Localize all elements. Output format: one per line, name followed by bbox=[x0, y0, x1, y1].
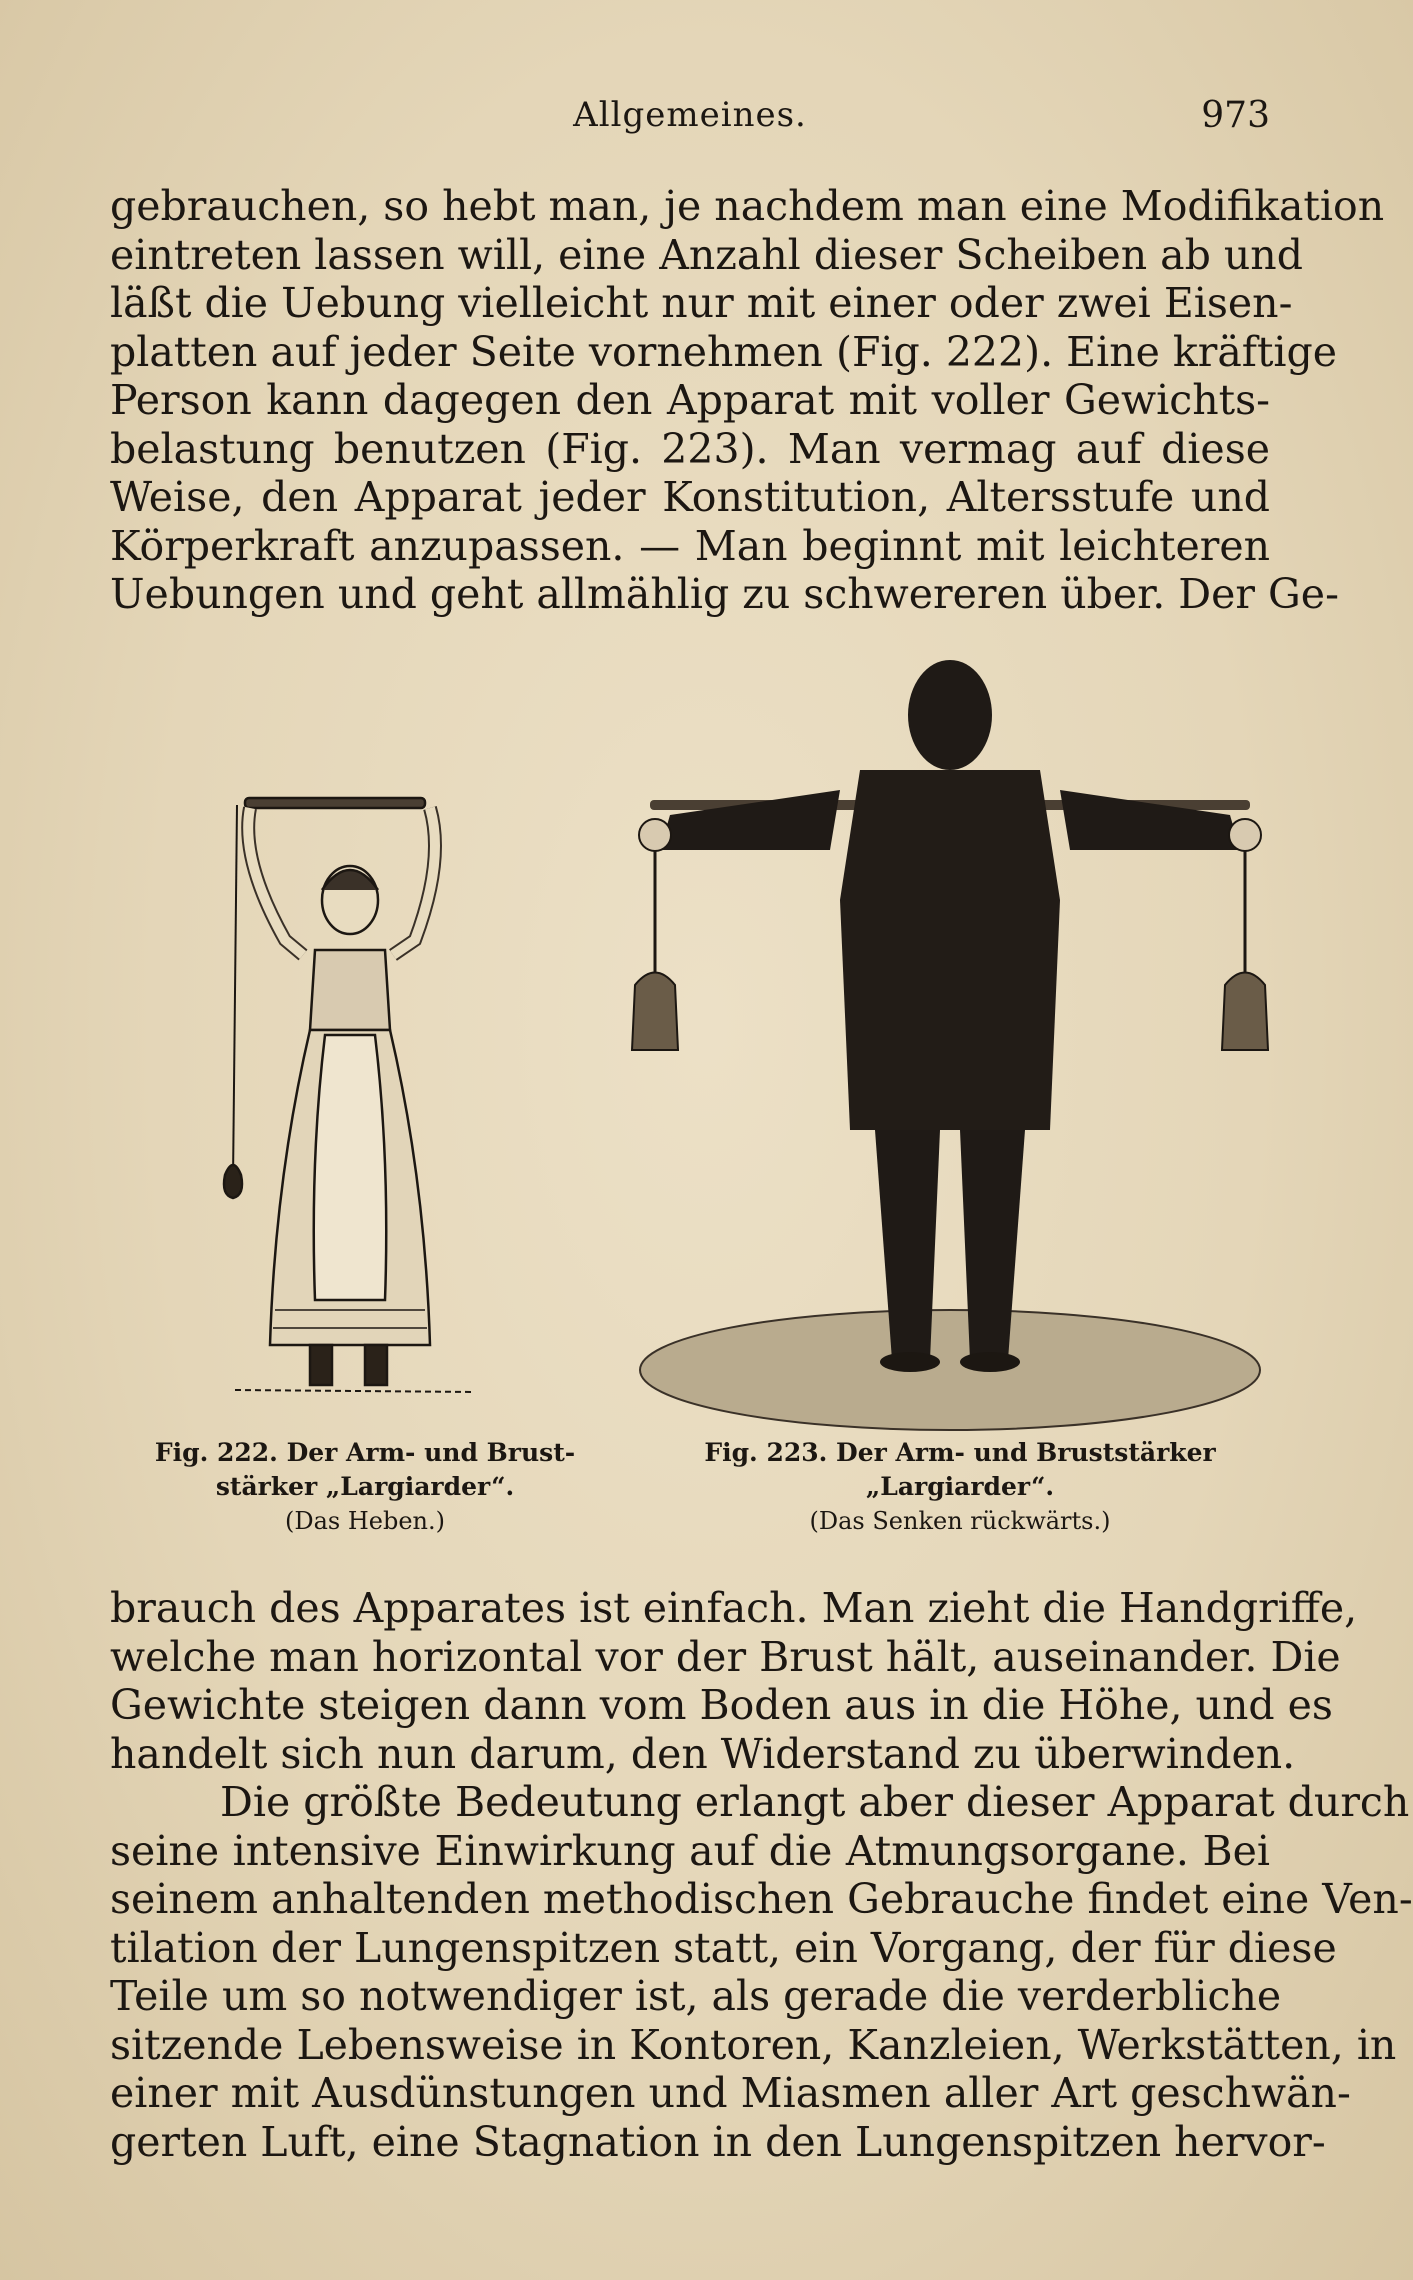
text-line: gebrauchen, so hebt man, je nachdem man eine Modifikation bbox=[110, 182, 1385, 230]
text-line: gerten Luft, eine Stagnation in den Lungenspitzen hervor- bbox=[110, 2117, 1326, 2166]
text-line: seine intensive Einwirkung auf die Atmungsorgane. Bei bbox=[110, 1826, 1270, 1875]
caption-subtitle: (Das Heben.) bbox=[284, 1507, 445, 1535]
text-line: handelt sich nun darum, den Widerstand zu überwinden. bbox=[110, 1729, 1296, 1778]
text-line: Gewichte steigen dann vom Boden aus in die Höhe, und es bbox=[110, 1681, 1333, 1729]
text-line: eintreten lassen will, eine Anzahl dieser Scheiben ab und bbox=[110, 230, 1303, 279]
text-line: platten auf jeder Seite vornehmen (Fig. 222). Eine kräftige bbox=[110, 327, 1338, 376]
running-head: Allgemeines. bbox=[573, 95, 807, 135]
text-line: welche man horizontal vor der Brust hält, auseinander. Die bbox=[110, 1632, 1341, 1681]
text-line: tilation der Lungenspitzen statt, ein Vorgang, der für diese bbox=[110, 1923, 1337, 1972]
figure-222-illustration bbox=[215, 780, 495, 1420]
figure-222-caption bbox=[120, 1436, 610, 1538]
caption-line: „Largiarder“. bbox=[865, 1472, 1055, 1501]
bottom-paragraphs bbox=[110, 1584, 1413, 2166]
text-line: läßt die Uebung vielleicht nur mit einer oder zwei Eisen- bbox=[110, 279, 1293, 327]
text-line: Uebungen und geht allmählig zu schwereren über. Der Ge- bbox=[110, 570, 1339, 618]
woman-figure bbox=[224, 798, 475, 1392]
figure-223-caption bbox=[650, 1436, 1270, 1538]
caption-line: stärker „Largiarder“. bbox=[215, 1472, 515, 1501]
caption-line: Fig. 222. Der Arm- und Brust- bbox=[154, 1438, 576, 1467]
man-figure bbox=[632, 660, 1268, 1430]
top-paragraph bbox=[110, 182, 1385, 619]
text-line: sitzende Lebensweise in Kontoren, Kanzleien, Werkstätten, in bbox=[110, 2020, 1397, 2069]
text-line: Körperkraft anzupassen. — Man beginnt mit leichteren bbox=[110, 521, 1270, 570]
text-line: Die größte Bedeutung erlangt aber dieser Apparat durch bbox=[220, 1778, 1410, 1826]
text-line: Weise, den Apparat jeder Konstitution, Altersstufe und bbox=[110, 473, 1270, 521]
caption-line: Fig. 223. Der Arm- und Bruststärker bbox=[704, 1438, 1216, 1467]
text-line: brauch des Apparates ist einfach. Man zieht die Handgriffe, bbox=[110, 1584, 1358, 1632]
caption-subtitle: (Das Senken rückwärts.) bbox=[809, 1507, 1111, 1535]
figure-223-illustration bbox=[630, 650, 1270, 1430]
text-line: seinem anhaltenden methodischen Gebrauche findet eine Ven- bbox=[110, 1875, 1413, 1923]
text-line: einer mit Ausdünstungen und Miasmen aller Art geschwän- bbox=[110, 2069, 1351, 2117]
text-line: belastung benutzen (Fig. 223). Man vermag auf diese bbox=[110, 424, 1270, 473]
text-line: Person kann dagegen den Apparat mit voller Gewichts- bbox=[110, 376, 1270, 424]
page-header bbox=[110, 95, 1270, 145]
text-line: Teile um so notwendiger ist, als gerade die verderbliche bbox=[110, 1972, 1282, 2020]
page-number: 973 bbox=[1201, 95, 1270, 136]
